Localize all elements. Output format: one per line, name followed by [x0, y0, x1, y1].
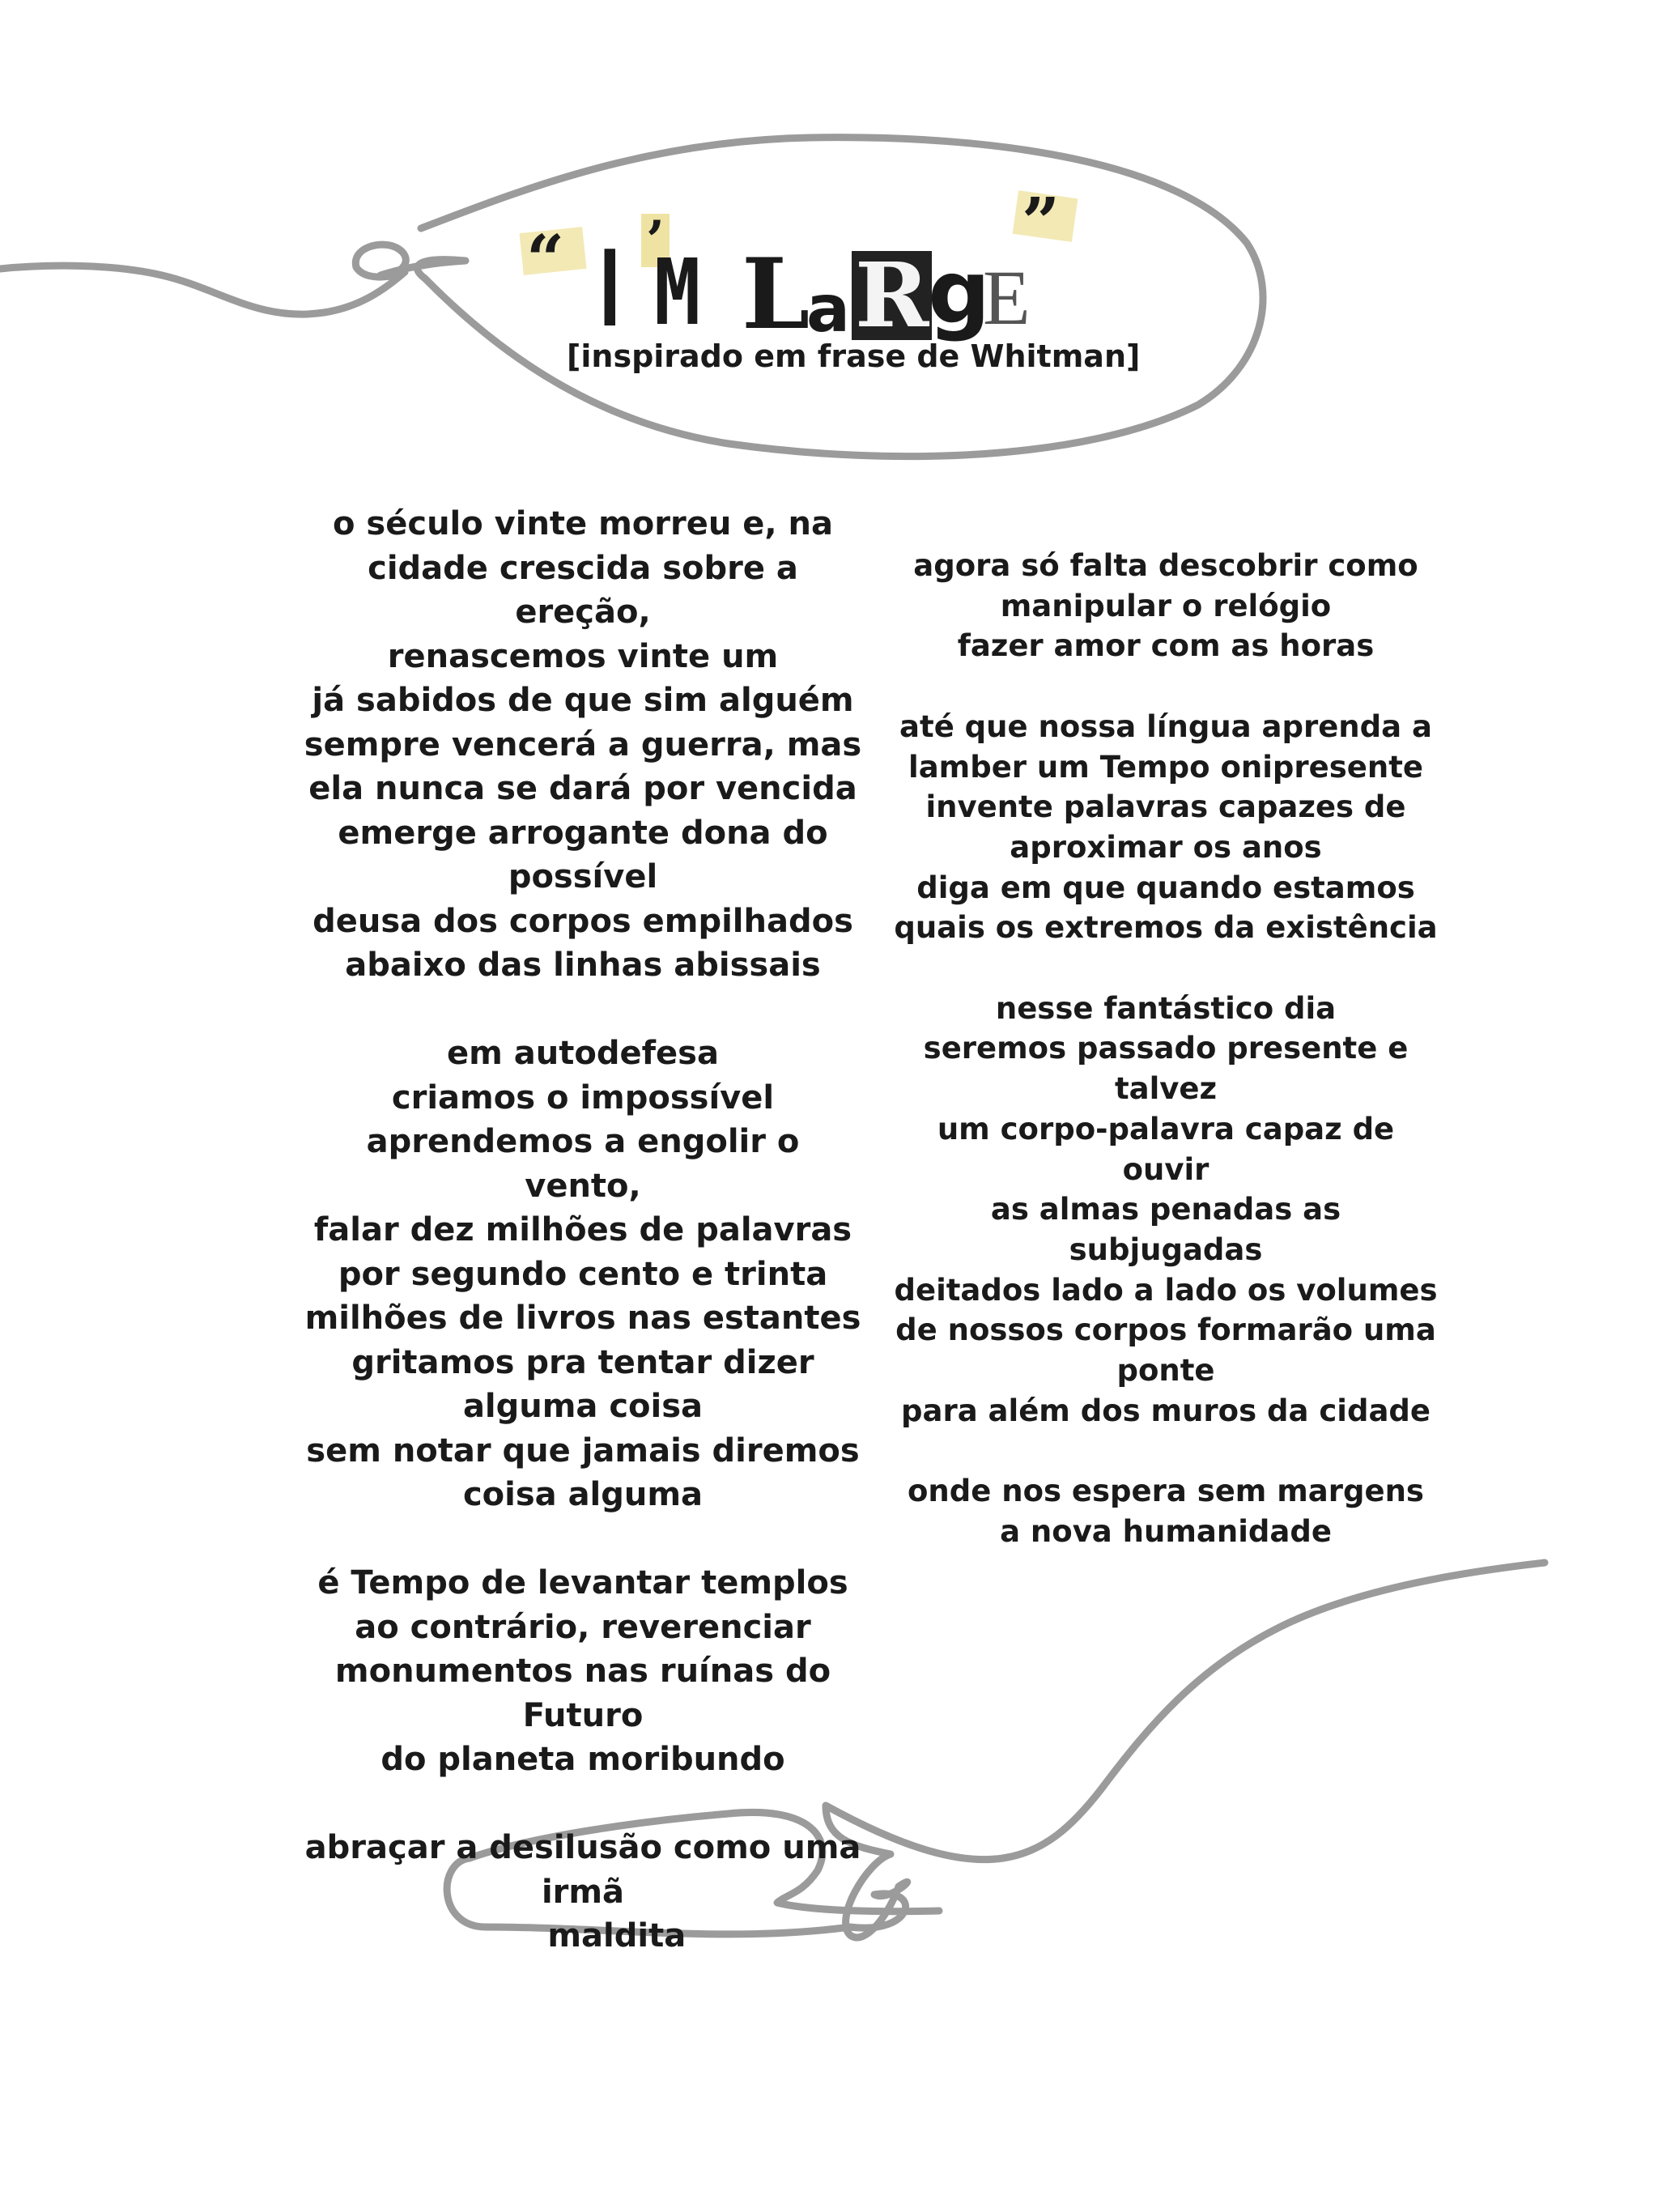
title-letter-m: M	[654, 240, 701, 346]
poem-subtitle: [inspirado em frase de Whitman]	[567, 338, 1141, 374]
title-close-quote: ”	[1022, 184, 1061, 262]
poem-title	[518, 184, 1101, 351]
title-apostrophe: ’	[641, 214, 670, 267]
title-open-quote: “	[526, 221, 565, 299]
title-letter-a: a	[806, 271, 850, 347]
title-letter-i: I	[599, 228, 621, 351]
title-letter-g: g	[928, 242, 991, 343]
title-letter-l: L	[742, 237, 810, 351]
poem-column-right: agora só falta descobrir como manipular o relógio fazer amor com as horas até que nossa língua aprenda a lamber um Tempo onipresente invente palavras capazes de aproximar os anos diga em que quando estamos quais os extremos da existência nesse fantástico dia seremos passado presente e talvez um corpo-palavra capaz de ouvir as almas penadas as subjugadas deitados lado a lado os volumes de nossos corpos formarão uma ponte para além dos muros da cidade onde nos espera sem margens a nova humanidade	[894, 548, 1438, 1549]
title-letter-e: E	[983, 254, 1031, 341]
poem-column-left: o século vinte morreu e, na cidade crescida sobre a ereção, renascemos vinte um já sabidos de que sim alguém sempre vencerá a guerra, mas ela nunca se dará por vencida emerge arrogante dona do possível deusa dos corpos empilhados abaixo das linhas abissais em autodefesa criamos o impossível aprendemos a engolir o vento, falar dez milhões de palavras por segundo cento e trinta milhões de livros nas estantes gritamos pra tentar dizer alguma coisa sem notar que jamais diremos coisa alguma é Tempo de levantar templos ao contrário, reverenciar monumentos nas ruínas do Futuro do planeta moribundo abraçar a desilusão como uma irmã maldita	[304, 505, 862, 1955]
title-letter-r: R	[852, 251, 932, 340]
